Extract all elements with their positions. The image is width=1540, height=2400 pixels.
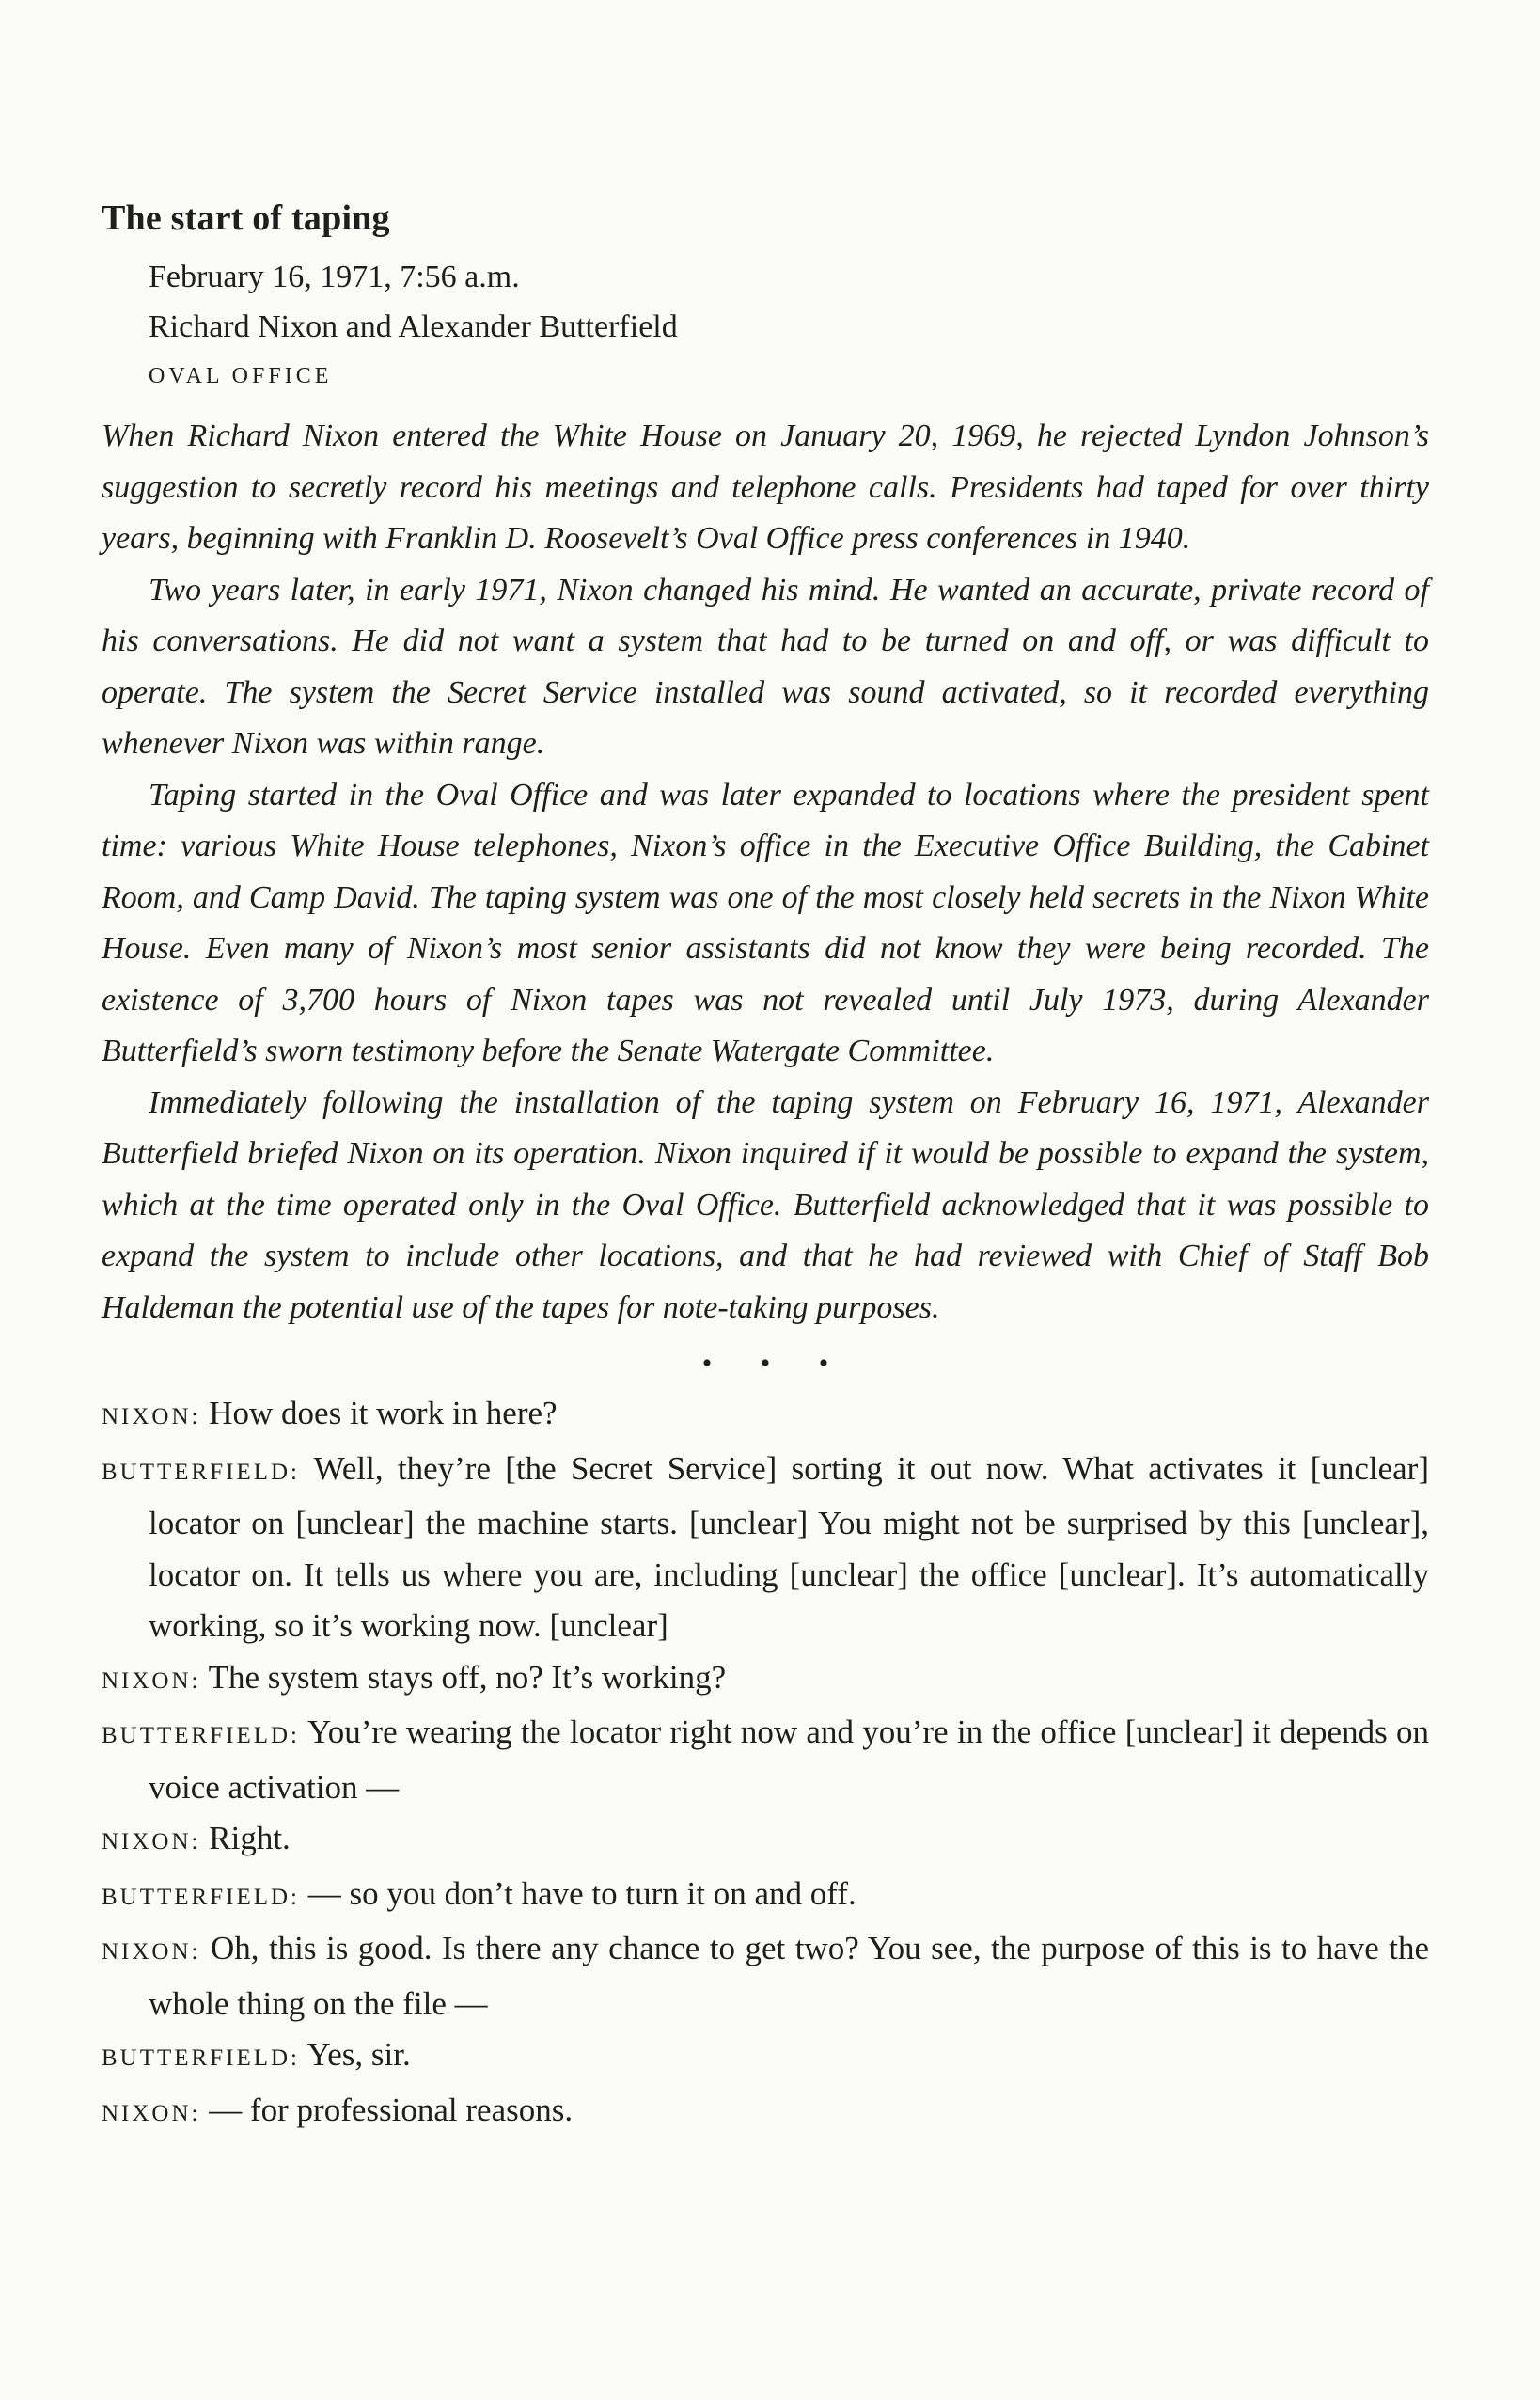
transcript-line xyxy=(102,1923,1429,2029)
transcript-line xyxy=(102,1813,1429,1869)
speech-text: Yes, sir. xyxy=(306,2036,411,2073)
speaker-label: BUTTERFIELD: xyxy=(102,1723,300,1748)
speech-text: How does it work in here? xyxy=(209,1395,558,1431)
speaker-label: NIXON: xyxy=(102,2100,201,2126)
transcript-line xyxy=(102,1707,1429,1813)
speech-text: You’re wearing the locator right now and you’re in the office [unclear] it depends on voice activation — xyxy=(149,1713,1430,1806)
transcript-line xyxy=(102,2085,1429,2140)
speech-text: Well, they’re [the Secret Service] sorting it out now. What activates it [unclear] locator on [unclear] the machine starts. [unclear] You might not be surprised by this [unclear], locator on. It tells us where you are, including [unclear] the office [unclear]. It’s automatically working, so it’s working now. [unclear] xyxy=(149,1449,1429,1644)
intro-paragraph: When Richard Nixon entered the White House on January 20, 1969, he rejected Lyndon Johnson’s suggestion to secretly record his meetings and telephone calls. Presidents had taped for over thirty years, beginning with Franklin D. Roosevelt’s Oval Office press conferences in 1940. xyxy=(102,418,1429,556)
speaker-label: BUTTERFIELD: xyxy=(102,2045,300,2071)
book-page xyxy=(102,197,1429,2139)
speech-text: — so you don’t have to turn it on and off. xyxy=(307,1874,856,1912)
speaker-label: BUTTERFIELD: xyxy=(102,1884,300,1910)
speech-text: Right. xyxy=(209,1820,291,1856)
section-title: The start of taping xyxy=(102,198,390,238)
speaker-label: BUTTERFIELD: xyxy=(102,1459,300,1485)
speaker-label: NIXON: xyxy=(102,1404,201,1429)
transcript xyxy=(102,1388,1429,2139)
conversation-date: February 16, 1971, 7:56 a.m. xyxy=(149,260,520,294)
speech-text: — for professional reasons. xyxy=(209,2091,574,2128)
transcript-line xyxy=(102,1869,1429,1924)
conversation-participants: Richard Nixon and Alexander Butterfield xyxy=(149,309,678,344)
section-separator: • • • xyxy=(701,1348,850,1379)
conversation-meta xyxy=(102,252,1429,402)
intro-paragraph: Immediately following the installation of the taping system on February 16, 1971, Alexander Butterfield briefed Nixon on its operation. Nixon inquired if it would be possible to expand the system, which at the time operated only in the Oval Office. Butterfield acknowledged that it was possible to expand the system to include other locations, and that he had reviewed with Chief of Staff Bob Haldeman the potential use of the tapes for note-taking purposes. xyxy=(102,1084,1429,1325)
intro-paragraph: Taping started in the Oval Office and was later expanded to locations where the president spent time: various White House telephones, Nixon’s office in the Executive Office Building, the Cabinet Room, and Camp David. The taping system was one of the most closely held secrets in the Nixon White House. Even many of Nixon’s most senior assistants did not know they were being recorded. The existence of 3,700 hours of Nixon tapes was not revealed until July 1973, during Alexander Butterfield’s sworn testimony before the Senate Watergate Committee. xyxy=(102,777,1429,1068)
transcript-line xyxy=(102,1388,1429,1444)
speaker-label: NIXON: xyxy=(102,1667,201,1694)
speech-text: The system stays off, no? It’s working? xyxy=(208,1658,727,1696)
speech-text: Oh, this is good. Is there any chance to get two? You see, the purpose of this is to have the whole thing on the file — xyxy=(149,1930,1429,2022)
speaker-label: NIXON: xyxy=(102,1939,201,1965)
intro-text xyxy=(102,411,1429,1334)
intro-paragraph: Two years later, in early 1971, Nixon changed his mind. He wanted an accurate, private record of his conversations. He did not want a system that had to be turned on and off, or was difficult to operate. The system the Secret Service installed was sound activated, so it recorded everything whenever Nixon was within range. xyxy=(102,572,1429,761)
speaker-label: NIXON: xyxy=(102,1829,201,1855)
transcript-line xyxy=(102,2029,1429,2085)
transcript-line xyxy=(102,1444,1429,1652)
transcript-line xyxy=(102,1652,1429,1708)
conversation-location: OVAL OFFICE xyxy=(149,364,333,388)
